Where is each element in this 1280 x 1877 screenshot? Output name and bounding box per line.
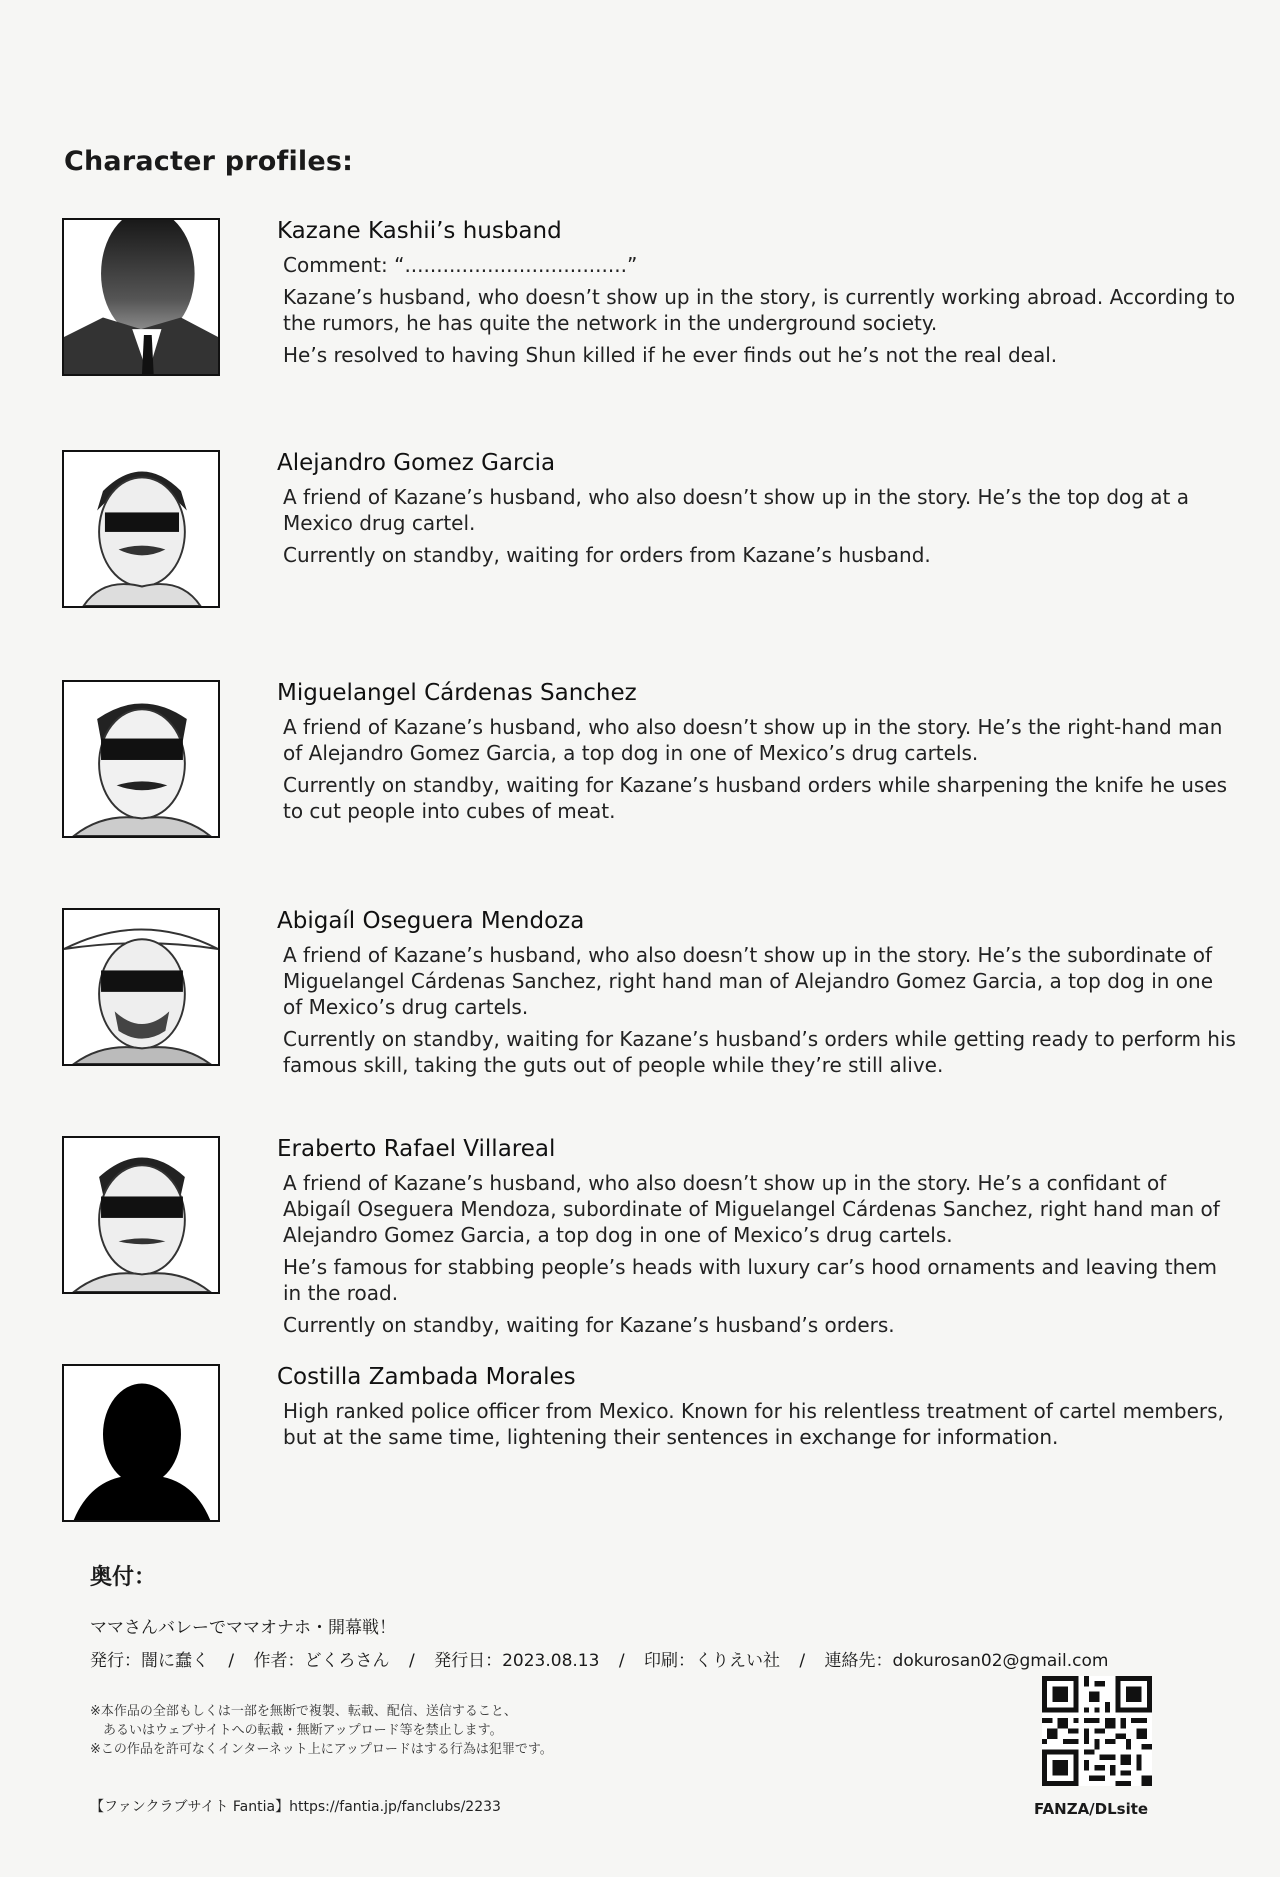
profile-description: Currently on standby, waiting for orders from Kazane’s husband. (283, 543, 931, 567)
colophon (90, 1560, 1190, 1671)
notice-line: ※本作品の全部もしくは一部を無断で複製、転載、配信、送信すること、 (90, 1704, 517, 1719)
portrait-silhouette (62, 1364, 220, 1522)
publish-date: 2023.08.13 (502, 1651, 600, 1671)
profile-description: He’s famous for stabbing people’s heads with luxury car’s hood ornaments and leaving them in the road. (283, 1255, 1218, 1305)
notice-line: あるいはウェブサイトへの転載・無断アップロード等を禁止します。 (90, 1723, 503, 1738)
profile-description: Currently on standby, waiting for Kazane’s husband orders while sharpening the knife he uses to cut people into cubes of meat. (283, 773, 1228, 823)
profile-description: A friend of Kazane’s husband, who also doesn’t show up in the story. He’s a confidant of Abigaíl Oseguera Mendoza, subordinate of Miguelangel Cárdenas Sanchez, right hand man of Alejandro Gomez Garcia, a top dog in one of Mexico’s drug cartels. (283, 1171, 1220, 1247)
portrait-silhouette-suit (62, 218, 220, 376)
profile-description: A friend of Kazane’s husband, who also doesn’t show up in the story. He’s the top dog at a Mexico drug cartel. (283, 485, 1190, 535)
profile-name: Alejandro Gomez Garcia (277, 450, 556, 476)
printer-label: 印刷： (643, 1651, 695, 1671)
portrait-censored-face (62, 1136, 220, 1294)
printer: くりえい社 (694, 1651, 780, 1671)
contact-email: dokurosan02@gmail.com (892, 1651, 1109, 1671)
date-label: 発行日： (434, 1651, 503, 1671)
separator: / (408, 1651, 415, 1671)
profile-name: Eraberto Rafael Villareal (277, 1136, 556, 1162)
fanclub-link[interactable] (90, 1796, 501, 1816)
profile-description: Kazane’s husband, who doesn’t show up in the story, is currently working abroad. According to the rumors, he has quite the network in the underground society. (283, 285, 1236, 335)
profile-description: Currently on standby, waiting for Kazane’s husband’s orders. (283, 1313, 895, 1337)
profile-description: A friend of Kazane’s husband, who also doesn’t show up in the story. He’s the subordinate of Miguelangel Cárdenas Sanchez, right hand man of Alejandro Gomez Garcia, a top dog in one of Mexico’s drug cartels. (283, 943, 1213, 1019)
separator: / (228, 1651, 235, 1671)
portrait-censored-face (62, 450, 220, 608)
publisher-label: 発行： (90, 1651, 141, 1671)
profile-description: High ranked police officer from Mexico. Known for his relentless treatment of cartel members, but at the same time, lightening their sentences in exchange for information. (283, 1399, 1224, 1449)
page-title: Character profiles: (64, 146, 354, 177)
qr-label: FANZA/DLsite (1034, 1800, 1149, 1818)
portrait-censored-face (62, 680, 220, 838)
portrait-censored-face-hat (62, 908, 220, 1066)
separator: / (618, 1651, 625, 1671)
fanclub-label: 【ファンクラブサイト Fantia】 (90, 1799, 290, 1815)
work-title: ママさんバレーでママオナホ・開幕戦！ (90, 1618, 396, 1638)
profile-name: Miguelangel Cárdenas Sanchez (277, 680, 637, 706)
publisher: 闇に蠢く (141, 1651, 209, 1671)
contact-label: 連絡先： (824, 1651, 893, 1671)
notice-line: ※この作品を許可なくインターネット上にアップロードはする行為は犯罪です。 (90, 1742, 553, 1757)
profile-description: Currently on standby, waiting for Kazane’s husband’s orders while getting ready to perform his famous skill, taking the guts out of people while they’re still alive. (283, 1027, 1236, 1077)
profile-name: Kazane Kashii’s husband (277, 218, 562, 244)
author-label: 作者： (253, 1651, 305, 1671)
profile-description: He’s resolved to having Shun killed if he ever finds out he’s not the real deal. (283, 343, 1058, 367)
publication-info (90, 1646, 1190, 1671)
colophon-heading: 奥付： (90, 1565, 157, 1590)
separator: / (799, 1651, 806, 1671)
qr-code-icon (1042, 1676, 1152, 1786)
profile-name: Costilla Zambada Morales (277, 1364, 576, 1390)
fanclub-url[interactable]: https://fantia.jp/fanclubs/2233 (289, 1799, 501, 1815)
profile-name: Abigaíl Oseguera Mendoza (277, 908, 585, 934)
copyright-notice (90, 1702, 553, 1759)
profile-comment: Comment: “...................................” (283, 253, 638, 277)
profile-description: A friend of Kazane’s husband, who also doesn’t show up in the story. He’s the right-hand man of Alejandro Gomez Garcia, a top dog in one of Mexico’s drug cartels. (283, 715, 1223, 765)
author: どくろさん (304, 1651, 390, 1671)
